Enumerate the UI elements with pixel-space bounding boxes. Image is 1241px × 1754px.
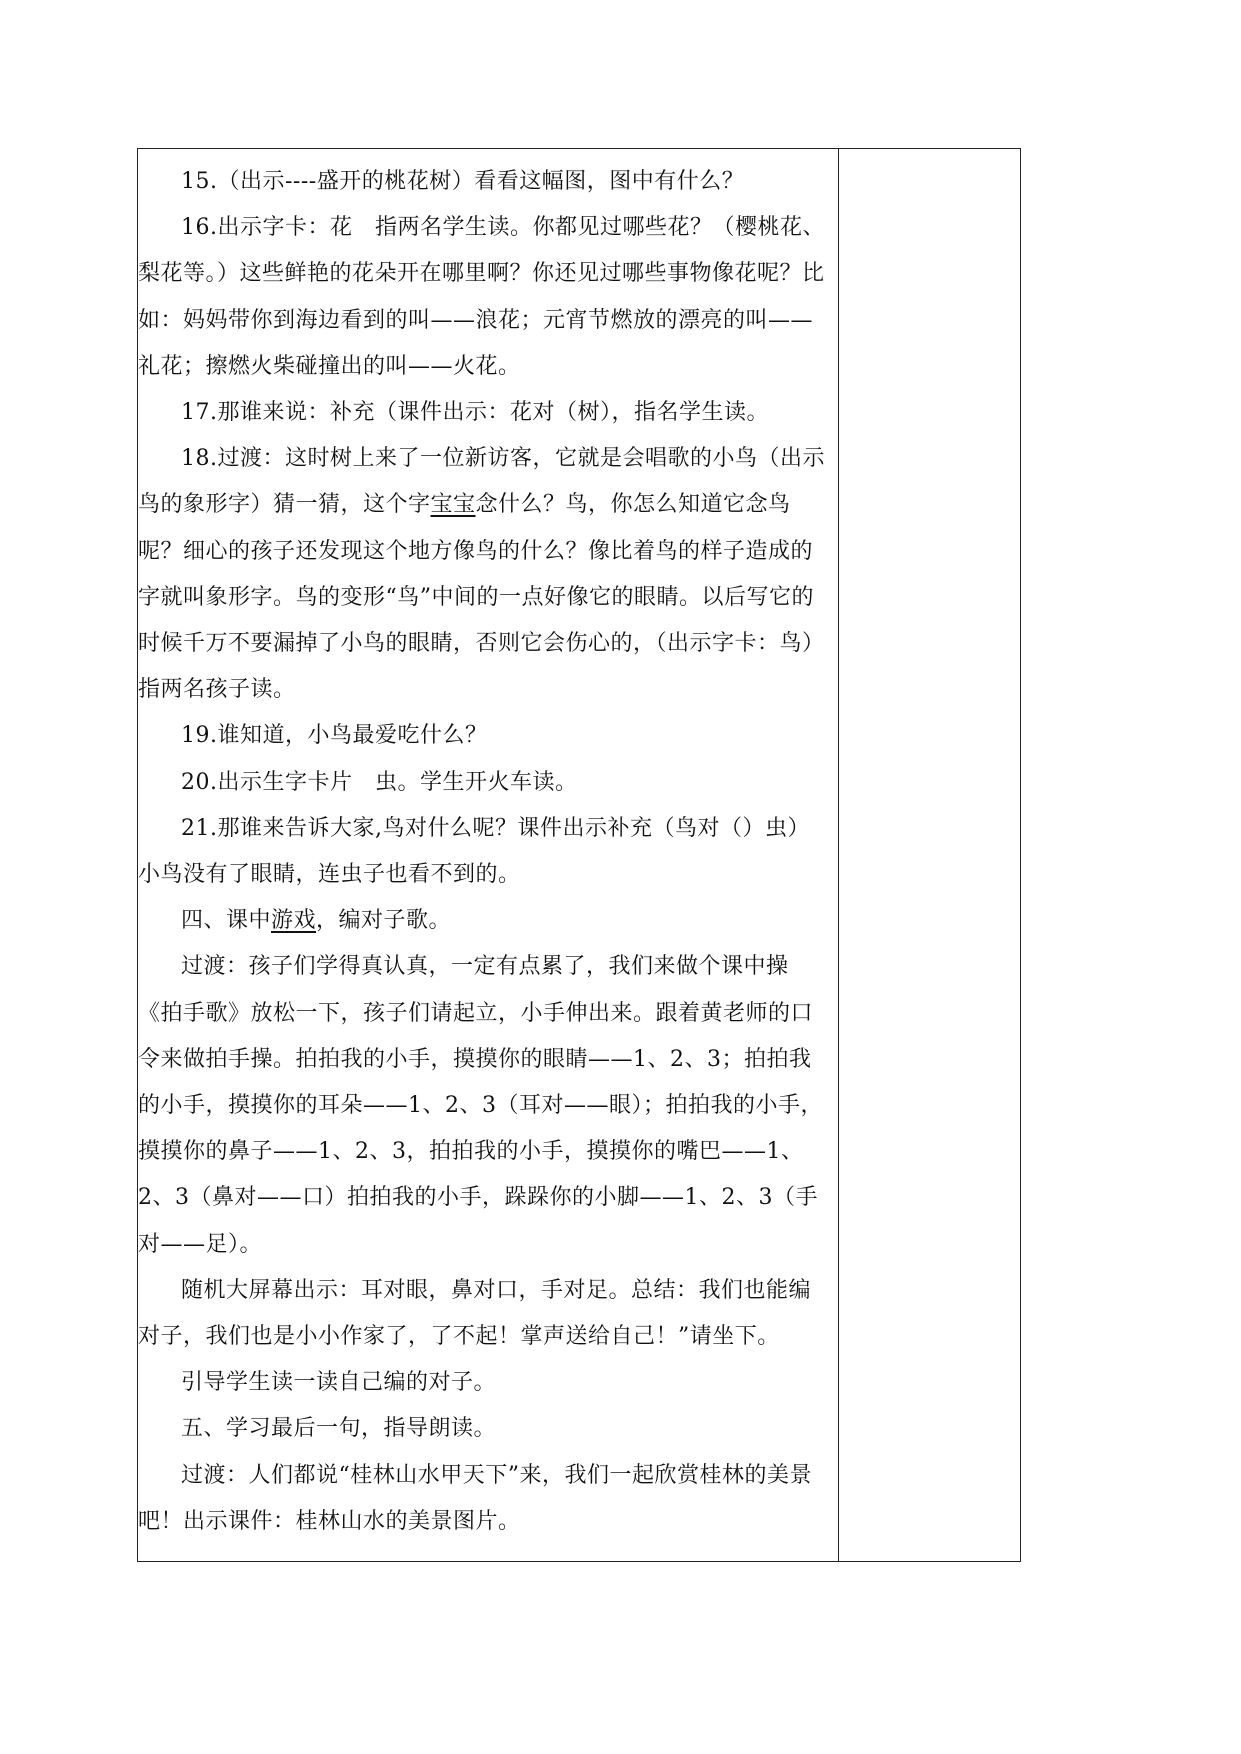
paragraph-step-16: 16.出示字卡：花 指两名学生读。你都见过哪些花？（樱桃花、梨花等。）这些鲜艳的花朵开在哪里啊？你还见过哪些事物像花呢？比如：妈妈带你到海边看到的叫——浪花；元宵节燃放的漂亮的叫——礼花；擦燃火柴碰撞出的叫——火花。 [138,215,825,379]
notes-cell [839,149,1020,1561]
section-heading-5: 五、学习最后一句，指导朗读。 [181,1416,497,1442]
underlined-word: 游戏 [271,908,317,934]
paragraph-guide-reading: 引导学生读一读自己编的对子。 [181,1370,497,1396]
lesson-content-cell [138,149,839,1561]
paragraph-step-15: 15.（出示----盛开的桃花树）看看这幅图，图中有什么？ [181,169,745,194]
paragraph-transition-guilin: 过渡：人们都说“桂林山水甲天下”来，我们一起欣赏桂林的美景吧！出示课件：桂林山水的美景图片。 [138,1462,812,1534]
paragraph-transition-clapping: 过渡：孩子们学得真认真，一定有点累了，我们来做个课中操《拍手歌》放松一下，孩子们请起立，小手伸出来。跟着黄老师的口令来做拍手操。拍拍我的小手，摸摸你的眼睛——1、2、3；拍拍我的小手，摸摸你的耳朵——1、2、3（耳对——眼）；拍拍我的小手，摸摸你的鼻子——1、2、3，拍拍我的小手，摸摸你的嘴巴——1、2、3（鼻对——口）拍拍我的小手，跺跺你的小脚——1、2、3（手对——足）。 [138,954,823,1257]
paragraph-step-19: 19.谁知道，小鸟最爱吃什么？ [181,723,488,749]
section-heading-4: 四、课中游戏，编对子歌。 [181,908,452,934]
paragraph-step-21: 21.那谁来告诉大家,鸟对什么呢？课件出示补充（鸟对（）虫）小鸟没有了眼睛，连虫子也看不到的。 [138,815,810,888]
paragraph-step-18: 18.过渡：这时树上来了一位新访客，它就是会唱歌的小鸟（出示鸟的象形字）猜一猜，这个字宝宝念什么？鸟，你怎么知道它念鸟呢？细心的孩子还发现这个地方像鸟的什么？像比着鸟的样子造成的字就叫象形字。鸟的变形“鸟”中间的一点好像它的眼睛。以后写它的时候千万不要漏掉了小鸟的眼睛，否则它会伤心的，（出示字卡：鸟）指两名孩子读。 [138,446,825,703]
paragraph-step-17: 17.那谁来说：补充（课件出示：花对（树），指名学生读。 [181,400,769,426]
underlined-word: 宝宝 [430,492,476,518]
paragraph-step-20: 20.出示生字卡片 虫。学生开火车读。 [181,769,578,795]
lesson-plan-table [137,148,1021,1562]
paragraph-summary: 随机大屏幕出示：耳对眼，鼻对口，手对足。总结：我们也能编对子，我们也是小小作家了，了不起！掌声送给自己！”请坐下。 [138,1277,812,1350]
